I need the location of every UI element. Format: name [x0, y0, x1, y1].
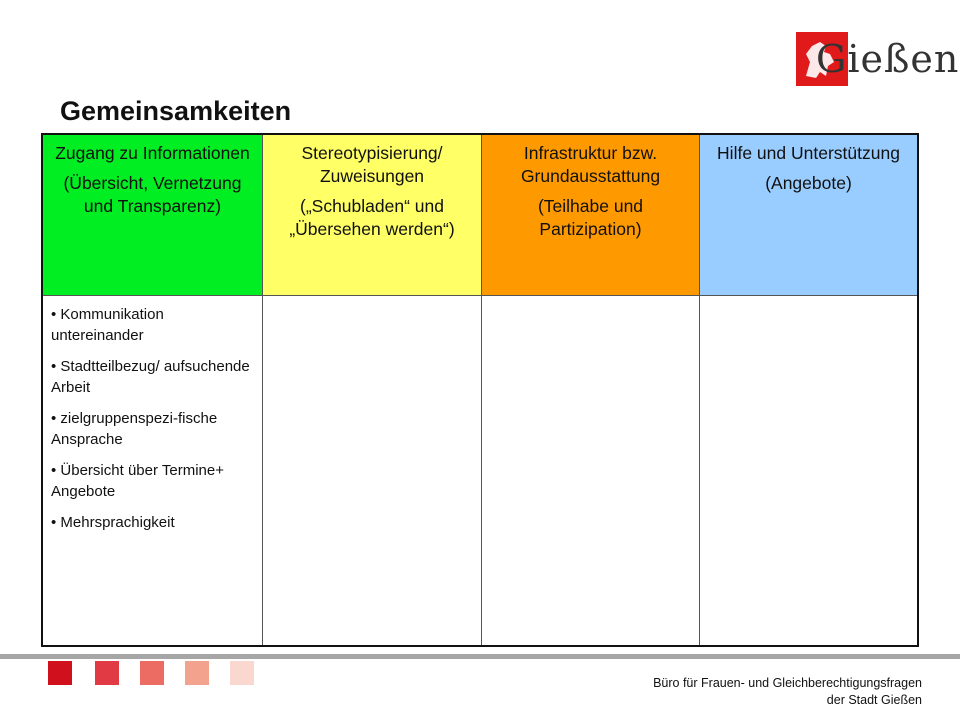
footer-line-2: der Stadt Gießen [826, 693, 922, 707]
column-header [482, 135, 699, 296]
footer-square [95, 661, 119, 685]
logo-text: Gießen [816, 37, 960, 81]
giessen-logo [796, 30, 959, 88]
column-body [43, 296, 262, 533]
column-body [263, 296, 481, 304]
footer-square [185, 661, 209, 685]
column-subheading: (Übersicht, Vernetzung und Transparenz) [63, 173, 242, 216]
column-stereotyping [263, 135, 482, 645]
column-header [43, 135, 262, 296]
column-infrastructure [482, 135, 700, 645]
column-header [700, 135, 917, 296]
footer-square [140, 661, 164, 685]
list-item: • Stadtteilbezug/ aufsuchende Arbeit [51, 358, 250, 396]
list-item: • Mehrsprachigkeit [51, 514, 175, 531]
slide-title: Gemeinsamkeiten [60, 96, 292, 126]
footer-square [48, 661, 72, 685]
column-body [700, 296, 917, 304]
column-heading: Hilfe und Unterstützung [717, 143, 900, 163]
column-header [263, 135, 481, 296]
column-information-access [43, 135, 263, 645]
column-heading: Stereotypisierung/ Zuweisungen [301, 143, 443, 186]
footer-line-1: Büro für Frauen- und Gleichberechtigungsfragen [653, 676, 922, 690]
column-heading: Infrastruktur bzw. Grundausstattung [520, 143, 661, 186]
footer-square [230, 661, 254, 685]
comparison-table [41, 133, 919, 647]
list-item: • Kommunikation untereinander [51, 306, 164, 344]
column-support [700, 135, 917, 645]
column-heading: Zugang zu Informationen [55, 143, 250, 163]
column-body [482, 296, 699, 304]
list-item: • Übersicht über Termine+ Angebote [51, 462, 224, 500]
list-item: • zielgruppenspezi-fische Ansprache [51, 410, 218, 448]
column-subheading: („Schubladen“ und „Übersehen werden“) [289, 196, 455, 239]
footer-divider [0, 654, 960, 659]
footer-text [653, 675, 922, 709]
column-subheading: (Teilhabe und Partizipation) [537, 196, 644, 239]
column-subheading: (Angebote) [765, 173, 852, 193]
